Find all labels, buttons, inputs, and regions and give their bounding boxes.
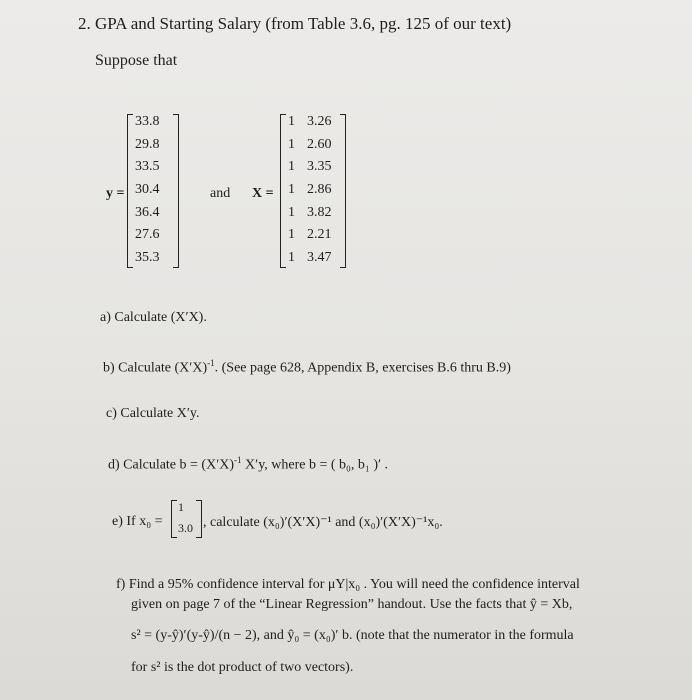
x-value: 1: [288, 204, 295, 220]
question-a: a) Calculate (X′X).: [100, 310, 207, 325]
x0-value: 3.0: [178, 521, 193, 535]
y-label: y =: [106, 186, 125, 201]
y-left-bracket: [127, 114, 133, 268]
y-value: 36.4: [135, 204, 160, 220]
y-value: 33.8: [135, 114, 160, 129]
x-value: 1: [288, 136, 295, 152]
intro-text: Suppose that: [95, 52, 178, 69]
y-value: 35.3: [135, 249, 160, 265]
x0-right-bracket: [196, 500, 202, 538]
x-value: 1: [288, 181, 295, 197]
y-value: 30.4: [135, 181, 160, 197]
and-text: and: [210, 186, 231, 201]
x-col1: [288, 114, 295, 266]
x-value: 2.86: [307, 181, 332, 197]
problem-title: 2. GPA and Starting Salary (from Table 3.6, pg. 125 of our text): [78, 14, 512, 33]
x-value: 1: [288, 159, 295, 175]
question-f-line3: s² = (y-ŷ)′(y-ŷ)/(n − 2), and ŷ₀ = (x₀)′ b. (note that the numerator in the formula: [131, 628, 574, 643]
x-left-bracket: [280, 114, 286, 268]
question-d: d) Calculate $b = (X'X)^{-1}$ X′y, where b = ( b₀, b₁ )′ .: [108, 455, 389, 473]
x-label: X =: [252, 186, 274, 201]
x-value: 3.82: [307, 204, 332, 220]
x-right-bracket: [340, 114, 346, 268]
question-f-line2: given on page 7 of the “Linear Regression” handout. Use the facts that ŷ = Xb,: [131, 597, 573, 612]
y-value: 27.6: [135, 227, 160, 243]
x-value: 2.60: [307, 136, 332, 152]
question-c: c) Calculate X′y.: [106, 406, 200, 421]
x-value: 3.47: [307, 249, 332, 265]
y-value: 29.8: [135, 136, 160, 152]
x0-left-bracket: [171, 500, 177, 538]
x-value: 1: [288, 227, 295, 243]
y-right-bracket: [173, 114, 179, 268]
x-value: 1: [288, 114, 295, 129]
question-e-text: , calculate (x₀)′(X′X)⁻¹ and (x₀)′(X′X)⁻¹x₀.: [203, 515, 443, 530]
y-vector: [135, 114, 160, 266]
x-value: 3.26: [307, 114, 332, 129]
question-f-line1: f) Find a 95% confidence interval for μY|x₀ . You will need the confidence interval: [116, 577, 580, 592]
question-b: b) Calculate $(X'X)^{-1}$. (See page 628, Appendix B, exercises B.6 thru B.9): [103, 358, 511, 376]
x-value: 1: [288, 249, 295, 265]
x-value: 3.35: [307, 159, 332, 175]
y-value: 33.5: [135, 159, 160, 175]
x-value: 2.21: [307, 227, 332, 243]
question-e-prefix: e) If x₀ =: [112, 514, 163, 529]
x0-vector: [178, 500, 193, 536]
question-f-line4: for s² is the dot product of two vectors).: [131, 660, 354, 675]
x-col2: [307, 114, 332, 266]
x0-value: 1: [178, 500, 184, 514]
